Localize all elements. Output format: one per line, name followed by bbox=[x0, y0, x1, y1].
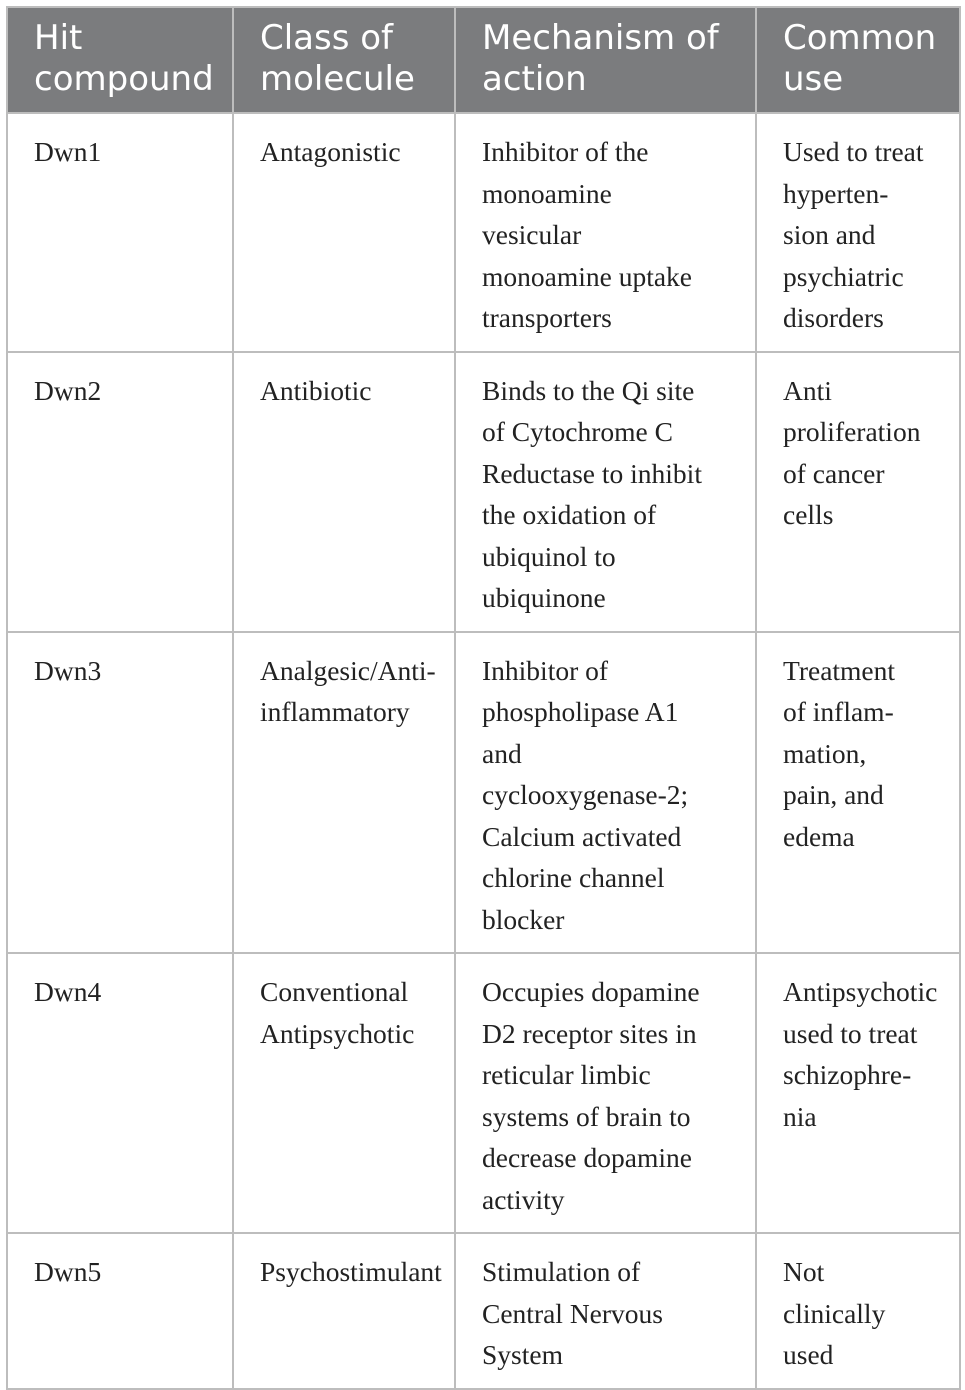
table-row bbox=[7, 352, 960, 632]
table-row bbox=[7, 632, 960, 954]
table-row bbox=[7, 1233, 960, 1389]
cell-class: Antibiotic bbox=[233, 352, 455, 632]
cell-mechanism: Inhibitor of the monoamine vesicular monoamine uptake transporters bbox=[455, 113, 756, 352]
cell-mechanism: Inhibitor of phospholipase A1 and cyclooxygenase-2; Calcium activated chlorine channel blocker bbox=[455, 632, 756, 954]
table-row bbox=[7, 113, 960, 352]
cell-compound: Dwn3 bbox=[7, 632, 233, 954]
header-class-of-molecule: Class of molecule bbox=[233, 7, 455, 113]
cell-mechanism: Binds to the Qi site of Cytochrome C Reductase to inhibit the oxidation of ubiquinol to ubiquinone bbox=[455, 352, 756, 632]
cell-use: Anti proliferation of cancer cells bbox=[756, 352, 960, 632]
header-hit-compound: Hit compound bbox=[7, 7, 233, 113]
cell-class: Psychostimulant bbox=[233, 1233, 455, 1389]
header-common-use: Common use bbox=[756, 7, 960, 113]
cell-use: Treatment of inflam- mation, pain, and edema bbox=[756, 632, 960, 954]
cell-mechanism: Occupies dopamine D2 receptor sites in reticular limbic systems of brain to decrease dopamine activity bbox=[455, 953, 756, 1233]
cell-compound: Dwn1 bbox=[7, 113, 233, 352]
cell-use: Antipsychotic used to treat schizophre- nia bbox=[756, 953, 960, 1233]
data-table bbox=[6, 6, 961, 1390]
cell-use: Used to treat hyperten- sion and psychiatric disorders bbox=[756, 113, 960, 352]
cell-compound: Dwn2 bbox=[7, 352, 233, 632]
cell-class: Analgesic/Anti- inflammatory bbox=[233, 632, 455, 954]
cell-class: Antagonistic bbox=[233, 113, 455, 352]
header-row bbox=[7, 7, 960, 113]
header-mechanism-of-action: Mechanism of action bbox=[455, 7, 756, 113]
cell-compound: Dwn4 bbox=[7, 953, 233, 1233]
table-row bbox=[7, 953, 960, 1233]
cell-mechanism: Stimulation of Central Nervous System bbox=[455, 1233, 756, 1389]
cell-class: Conventional Antipsychotic bbox=[233, 953, 455, 1233]
cell-compound: Dwn5 bbox=[7, 1233, 233, 1389]
cell-use: Not clinically used bbox=[756, 1233, 960, 1389]
